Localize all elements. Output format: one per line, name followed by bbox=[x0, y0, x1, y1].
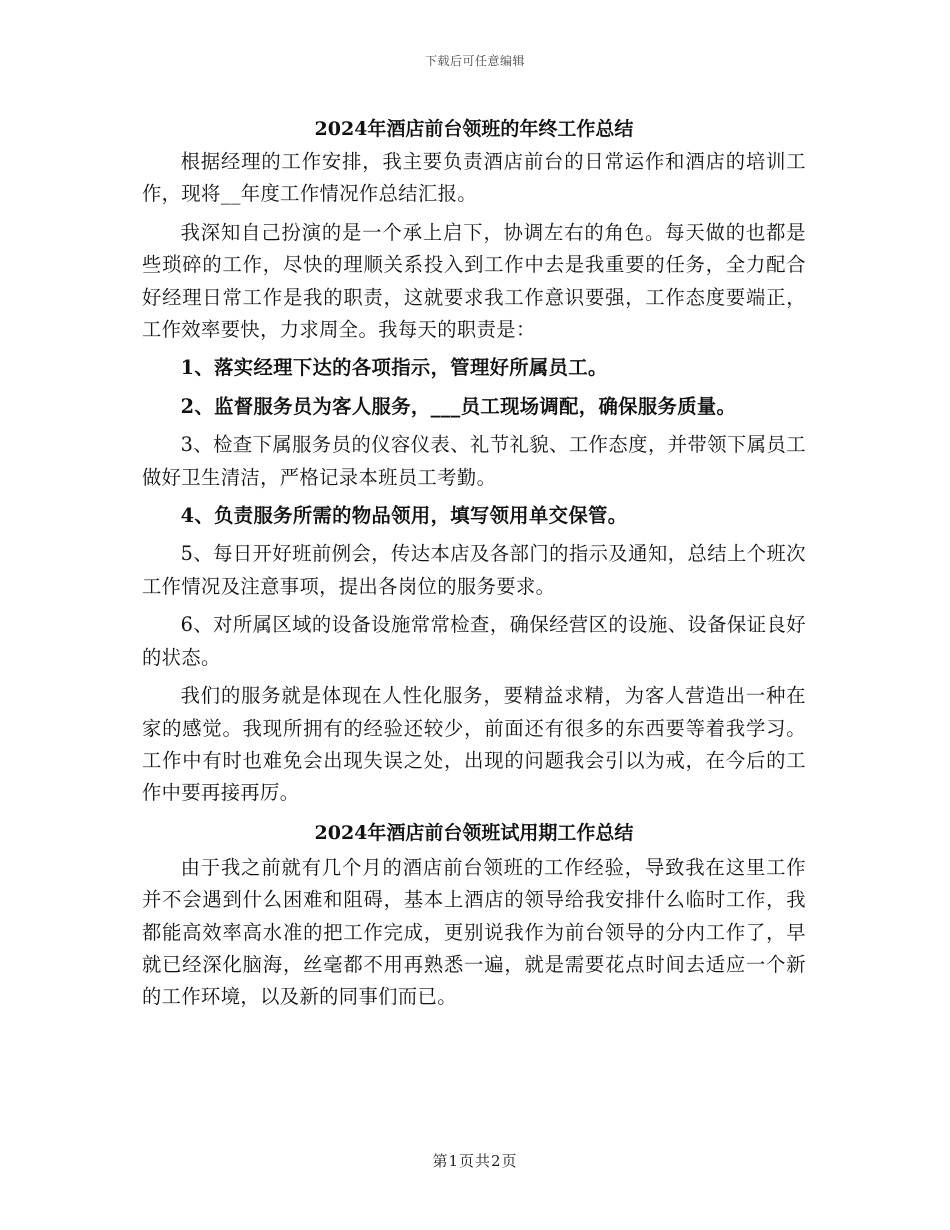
duty-item-1: 1、落实经理下达的各项指示，管理好所属员工。 bbox=[180, 356, 608, 380]
paragraph-intro: 根据经理的工作安排，我主要负责酒店前台的日常运作和酒店的培训工作，现将__年度工作情况作总结汇报。 bbox=[142, 150, 806, 206]
page-header-note: 下载后可任意编辑 bbox=[424, 54, 525, 68]
page-number: 第1页共2页 bbox=[432, 1152, 518, 1170]
duty-item-2: 2、监督服务员为客人服务，___员工现场调配，确保服务质量。 bbox=[180, 394, 737, 418]
duty-item-6: 6、对所属区域的设备设施常常检查，确保经营区的设施、设备保证良好的状态。 bbox=[142, 613, 806, 669]
duty-item-4: 4、负责服务所需的物品领用，填写领用单交保管。 bbox=[180, 504, 628, 528]
duty-item-5: 5、每日开好班前例会，传达本店及各部门的指示及通知，总结上个班次工作情况及注意事项，提出各岗位的服务要求。 bbox=[142, 542, 806, 598]
paragraph-role: 我深知自己扮演的是一个承上启下，协调左右的角色。每天做的也都是些琐碎的工作，尽快的理顺关系投入到工作中去是我重要的任务，全力配合好经理日常工作是我的职责，这就要求我工作意识要强，工作态度要端正，工作效率要快，力求周全。我每天的职责是： bbox=[142, 220, 806, 342]
section-2-paragraph: 由于我之前就有几个月的酒店前台领班的工作经验，导致我在这里工作并不会遇到什么困难和阻碍，基本上酒店的领导给我安排什么临时工作，我都能高效率高水准的把工作完成，更别说我作为前台领导的分内工作了，早就已经深化脑海，丝毫都不用再熟悉一遍，就是需要花点时间去适应一个新的工作环境，以及新的同事们而已。 bbox=[142, 855, 806, 1009]
duty-item-3: 3、检查下属服务员的仪容仪表、礼节礼貌、工作态度，并带领下属员工做好卫生清洁，严格记录本班员工考勤。 bbox=[142, 433, 806, 489]
document-title: 2024年酒店前台领班的年终工作总结 bbox=[314, 118, 634, 140]
document-body bbox=[142, 112, 806, 1020]
paragraph-conclusion: 我们的服务就是体现在人性化服务，要精益求精，为客人营造出一种在家的感觉。我现所拥有的经验还较少，前面还有很多的东西要等着我学习。工作中有时也难免会出现失误之处，出现的问题我会引以为戒，在今后的工作中要再接再厉。 bbox=[142, 684, 806, 805]
section-2-title: 2024年酒店前台领班试用期工作总结 bbox=[314, 821, 634, 844]
